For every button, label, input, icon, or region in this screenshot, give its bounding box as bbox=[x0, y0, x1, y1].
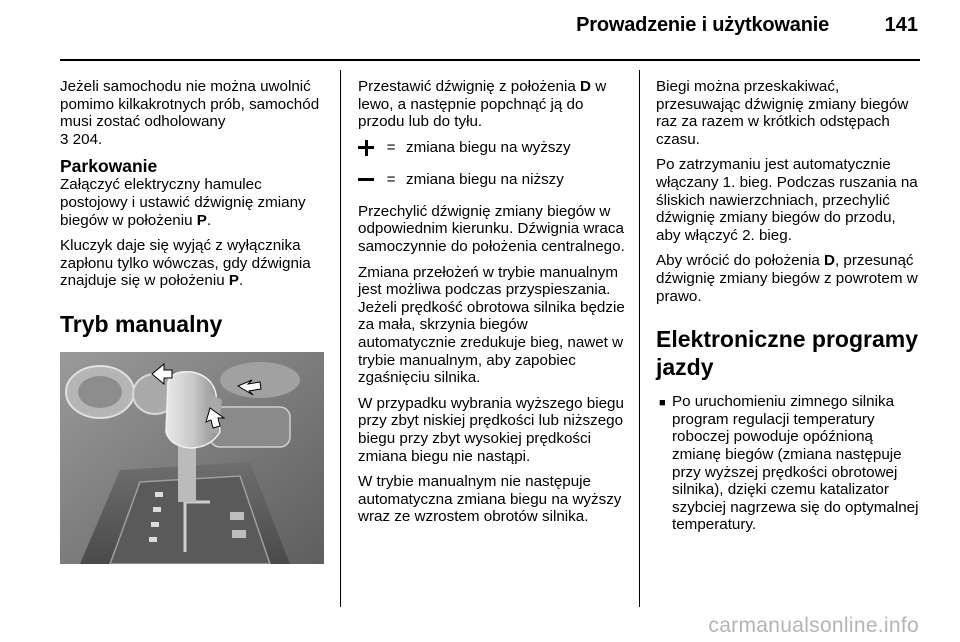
list-item bbox=[656, 393, 924, 534]
minus-icon bbox=[358, 171, 376, 189]
towing-paragraph: Jeżeli samochodu nie można uwolnić pomimo kilkakrotnych prób, samochód musi zostać odholowany 3 204. bbox=[60, 78, 320, 148]
gear-lever-drawing bbox=[60, 352, 324, 564]
watermark: carmanualsonline.info bbox=[708, 614, 919, 637]
page-reference-arrow-icon: 3 bbox=[60, 130, 69, 148]
page-header-title: Prowadzenie i użytkowanie bbox=[576, 14, 829, 36]
column-1 bbox=[60, 78, 332, 350]
downshift-legend-row: = zmiana biegu na niższy bbox=[358, 171, 626, 189]
bullet-icon: ■ bbox=[659, 397, 666, 410]
plus-icon bbox=[358, 139, 376, 157]
page-reference: 204. bbox=[68, 130, 103, 148]
upshift-legend-row: = zmiana biegu na wyższy bbox=[358, 139, 626, 157]
parking-heading: Parkowanie bbox=[60, 156, 158, 177]
manual-paragraph-5: W trybie manualnym nie następuje automatyczna zmiana biegu na wyższy wraz ze wzrostem obrotów silnika. bbox=[358, 473, 622, 526]
manual-intro-paragraph: Przestawić dźwignię z położenia D w lewo, a następnie popchnąć ją do przodu lub do tyłu. bbox=[358, 78, 607, 131]
parking-paragraph-1: Załączyć elektryczny hamulec postojowy i ustawić dźwignię zmiany biegów w położeniu P. bbox=[60, 176, 306, 229]
electronic-programs-heading: Elektroniczne programy jazdy bbox=[656, 326, 919, 381]
return-drive-paragraph: Aby wrócić do położenia D, przesunąć dźwignię zmiany biegów z powrotem w prawo. bbox=[656, 252, 918, 305]
column-divider-1 bbox=[340, 70, 341, 607]
column-2 bbox=[358, 78, 626, 534]
downshift-label: zmiana biegu na niższy bbox=[406, 170, 564, 188]
page-number: 141 bbox=[884, 14, 918, 36]
column-3 bbox=[656, 78, 924, 534]
parking-paragraph-2: Kluczyk daje się wyjąć z wyłącznika zapłonu tylko wówczas, gdy dźwignia znajduje się w położeniu P. bbox=[60, 237, 311, 290]
list-item-text: Po uruchomieniu zimnego silnika program regulacji temperatury roboczej powoduje opóźnioną zmianę biegów (zmiana następuje przy wyższej prędkości obrotowej silnika), dzięki czemu katalizator szybciej nagrzewa się do optymalnej temperatury. bbox=[672, 393, 919, 534]
gear-lever-illustration bbox=[60, 352, 324, 564]
manual-paragraph-2: Przechylić dźwignię zmiany biegów w odpowiednim kierunku. Dźwignia wraca samoczynnie do położenia centralnego. bbox=[358, 202, 625, 255]
manual-paragraph-3: Zmiana przełożeń w trybie manualnym jest możliwa podczas przyspieszania. Jeżeli prędkość obrotowa silnika będzie za mała, skrzynia biegów automatycznie zredukuje bieg, nawet w trybie manualnym, aby zapobiec zgaśnięciu silnika. bbox=[358, 263, 625, 387]
manual-paragraph-4: W przypadku wybrania wyższego biegu przy zbyt niskiej prędkości lub niższego biegu przy zbyt wysokiej prędkości zmiana biegu nie nastąpi. bbox=[358, 394, 624, 465]
skip-gears-paragraph: Biegi można przeskakiwać, przesuwając dźwignię zmiany biegów raz za razem w krótkich odstępach czasu. bbox=[656, 78, 909, 148]
manual-mode-heading: Tryb manualny bbox=[60, 310, 223, 337]
upshift-label: zmiana biegu na wyższy bbox=[406, 138, 571, 156]
stop-gear-paragraph: Po zatrzymaniu jest automatycznie włączany 1. bieg. Podczas ruszania na śliskich nawierzchniach, przechylić dźwignię zmiany biegów do przodu, aby włączyć 2. bieg. bbox=[656, 156, 918, 244]
column-divider-2 bbox=[639, 70, 640, 607]
header-divider bbox=[60, 59, 920, 61]
